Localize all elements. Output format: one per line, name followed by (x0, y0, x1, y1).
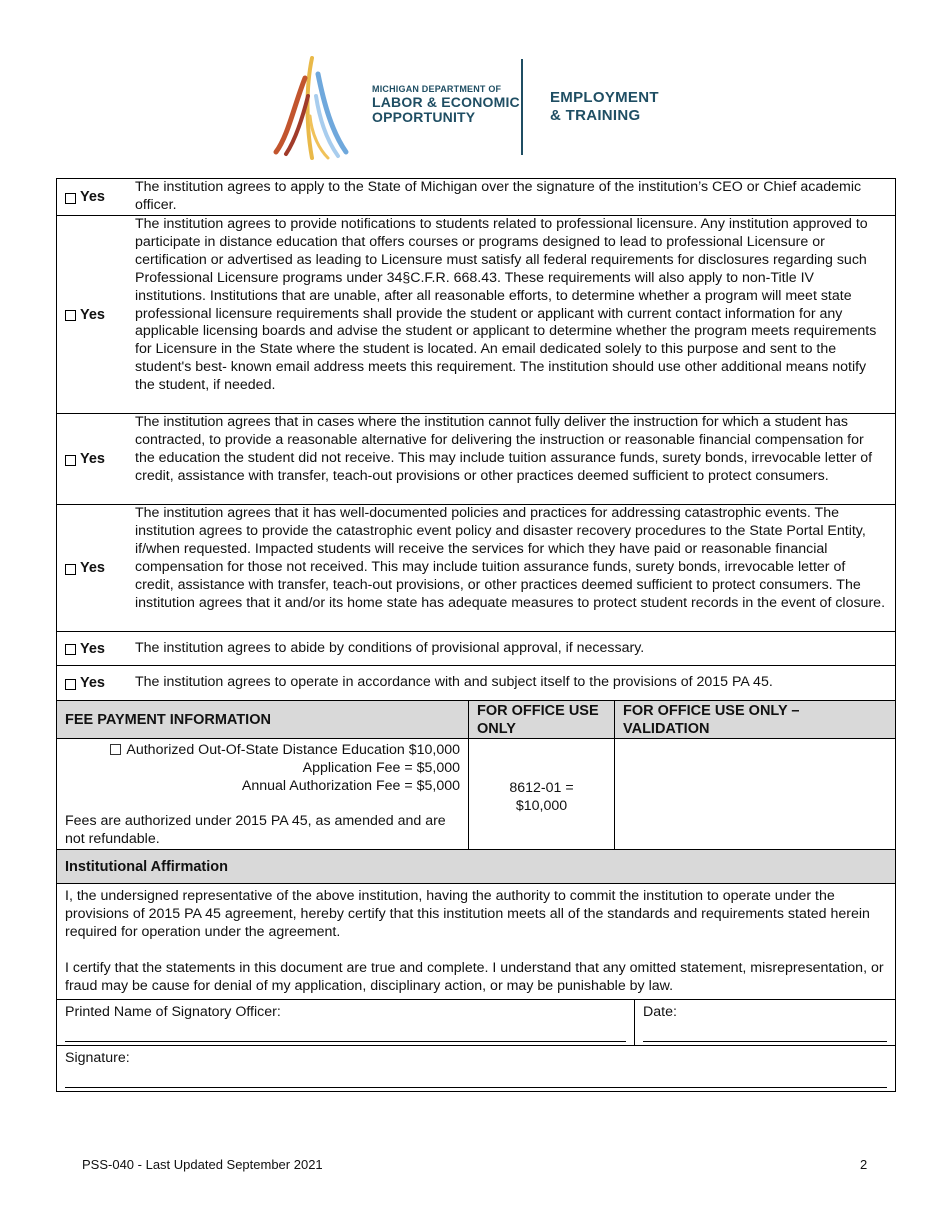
checkbox-icon (65, 564, 76, 575)
agreement-row (57, 666, 895, 701)
agreement-row (57, 216, 895, 414)
checkbox-icon (65, 310, 76, 321)
checkbox-label: Yes (80, 189, 105, 205)
printed-name-field[interactable] (57, 1000, 635, 1045)
signature-row (57, 1046, 895, 1091)
signature-field[interactable] (57, 1046, 895, 1091)
agreement-row (57, 505, 895, 632)
checkbox-label: Yes (80, 560, 105, 576)
org-line1: MICHIGAN DEPARTMENT OF (372, 84, 502, 94)
checkbox-label: Yes (80, 675, 105, 691)
fee-option-label: Authorized Out-Of-State Distance Education $10,000 (126, 742, 460, 758)
org-line2: LABOR & ECONOMIC (372, 94, 520, 110)
page-header (0, 52, 950, 162)
agreement-text: The institution agrees that in cases where the institution cannot fully deliver the instruction for which a student has contracted, to provide a reasonable alternative for delivering the instruction or reasonable financial compensation for the education the student did not receive. This may include tuition assurance funds, surety bonds, irrevocable letter of credit, assistance with transfer, teach-out provisions or other practices deemed sufficient to protect consumers. (135, 414, 873, 484)
org-line3: OPPORTUNITY (372, 109, 476, 125)
signature-label: Signature: (65, 1049, 130, 1066)
yes-checkbox[interactable] (57, 179, 127, 215)
division-name (550, 89, 659, 125)
header-divider (521, 59, 523, 155)
form-id: PSS-040 - Last Updated September 2021 (82, 1157, 323, 1172)
yes-checkbox[interactable] (57, 632, 127, 665)
agreement-form (56, 178, 896, 1092)
office-use-header: FOR OFFICE USE ONLY (469, 701, 615, 738)
checkbox-label: Yes (80, 451, 105, 467)
yes-checkbox[interactable] (57, 414, 127, 504)
checkbox-label: Yes (80, 640, 105, 657)
yes-checkbox[interactable] (57, 505, 127, 631)
checkbox-label: Yes (80, 306, 105, 323)
affirmation-para2: I certify that the statements in this document are true and complete. I understand that any omitted statement, misrepresentation, or fraud may be cause for denial of my application, disciplinary action, or may be punishable by law. (65, 959, 884, 994)
annual-fee: Annual Authorization Fee = $5,000 (241, 778, 460, 794)
agreement-text: The institution agrees to provide notifications to students related to professional licensure. Any institution approved to participate in distance education that offers courses or programs designed to lead to professional Licensure or certification or advertised as leading to Licensure must satisfy all federal requirements for disclosures regarding such Professional Licensure programs under 34§C.F.R. 668.43. These requirements will also apply to non-Title IV institutions. Institutions that are unable, after all reasonable efforts, to determine whether a program will meet state professional licensure requirements shall provide the student or applicant with current contact information for any applicable licensing boards and advise the student or applicant to determine whether the program meets requirements for Licensure in the State where the student is located. An email dedicated solely to this purpose and sent to the student's best- known email address meets this requirement. The institution should use other additional means notify the student, if needed. (135, 216, 877, 394)
application-fee: Application Fee = $5,000 (302, 760, 460, 776)
org-name (372, 84, 520, 125)
office-use-cell (469, 739, 615, 849)
affirmation-para1: I, the undersigned representative of the above institution, having the authority to commit the institution to operate under the provisions of 2015 PA 45 agreement, hereby certify that this institution meets all of the standards and requirements stated herein required for operation under the agreement. (65, 888, 870, 940)
fee-body-row (57, 739, 895, 850)
affirmation-text (57, 884, 895, 1000)
yes-checkbox[interactable] (57, 216, 127, 413)
checkbox-icon (65, 193, 76, 204)
fee-header-row (57, 701, 895, 739)
date-line (643, 1041, 887, 1042)
page-number: 2 (860, 1157, 868, 1172)
agreement-row (57, 179, 895, 216)
printed-name-label: Printed Name of Signatory Officer: (65, 1003, 281, 1020)
agreement-text: The institution agrees to apply to the State of Michigan over the signature of the institution’s CEO or Chief academic officer. (135, 179, 862, 213)
printed-name-row (57, 1000, 895, 1046)
checkbox-icon (65, 679, 76, 690)
office-code: 8612-01 = (509, 780, 574, 796)
checkbox-icon (65, 455, 76, 466)
checkbox-icon (110, 744, 121, 755)
fee-option[interactable] (65, 741, 460, 759)
agreement-text: The institution agrees to operate in accordance with and subject itself to the provisions of 2015 PA 45. (135, 674, 773, 691)
agreement-text: The institution agrees that it has well-documented policies and practices for addressing catastrophic events. The institution agrees to provide the catastrophic event policy and disaster recovery procedures to the State Portal Entity, if/when requested. Impacted students will receive the services for which they have paid or reasonable financial compensation for those not received. This may include tuition assurance funds, surety bonds, irrevocable letter of credit, assistance with transfer, teach-out provisions, or other practices deemed sufficient to protect consumers. The institution agrees that it and/or its home state has adequate measures to protect student records in the event of closure. (135, 505, 886, 611)
date-field[interactable] (635, 1000, 895, 1045)
agreement-text: The institution agrees to abide by conditions of provisional approval, if necessary. (135, 639, 645, 656)
agreement-row (57, 414, 895, 505)
date-label: Date: (643, 1003, 677, 1020)
leo-logo-icon (272, 56, 352, 160)
office-validation-header: FOR OFFICE USE ONLY – VALIDATION (623, 703, 800, 737)
signature-line (65, 1087, 887, 1088)
office-validation-cell (615, 739, 895, 849)
fee-payment-cell (57, 739, 469, 849)
agreement-row (57, 632, 895, 666)
fee-note: Fees are authorized under 2015 PA 45, as amended and are not refundable. (65, 813, 446, 847)
division-line1: EMPLOYMENT (550, 89, 659, 106)
printed-name-line (65, 1041, 626, 1042)
division-line2: & TRAINING (550, 107, 641, 124)
affirmation-title: Institutional Affirmation (57, 850, 895, 884)
yes-checkbox[interactable] (57, 666, 127, 700)
fee-payment-header: FEE PAYMENT INFORMATION (57, 701, 469, 738)
office-amount: $10,000 (515, 798, 568, 814)
checkbox-icon (65, 644, 76, 655)
